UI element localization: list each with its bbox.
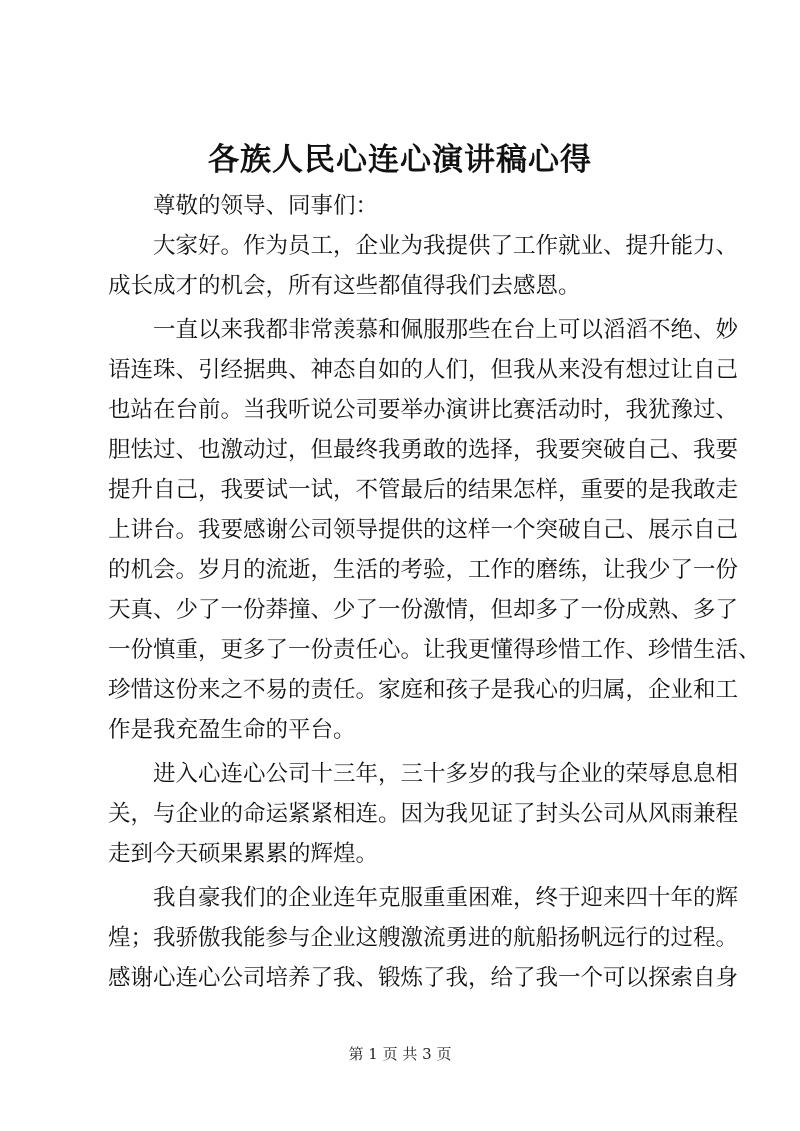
- paragraph-line: 天真、少了一份莽撞、少了一份激情，但却多了一份成熟、多了: [108, 597, 739, 623]
- document-title: 各族人民心连心演讲稿心得: [208, 142, 592, 178]
- paragraph-line: 感谢心连心公司培养了我、锻炼了我，给了我一个可以探索自身: [108, 965, 739, 991]
- paragraph-line: 胆怯过、也激动过，但最终我勇敢的选择，我要突破自己、我要: [108, 437, 739, 463]
- paragraph-line: 成长成才的机会，所有这些都值得我们去感恩。: [108, 273, 581, 299]
- paragraph-line: 煌；我骄傲我能参与企业这艘激流勇进的航船扬帆远行的过程。: [108, 925, 739, 951]
- paragraph-line: 提升自己，我要试一试，不管最后的结果怎样，重要的是我敢走: [108, 477, 739, 503]
- paragraph-line: 一份慎重，更多了一份责任心。让我更懂得珍惜工作、珍惜生活、: [108, 637, 761, 663]
- paragraph-line: 珍惜这份来之不易的责任。家庭和孩子是我心的归属，企业和工: [108, 677, 739, 703]
- paragraph-line: 关，与企业的命运紧紧相连。因为我见证了封头公司从风雨兼程: [108, 801, 739, 827]
- paragraph-line: 语连珠、引经据典、神态自如的人们，但我从来没有想过让自己: [108, 357, 739, 383]
- salutation-line: 尊敬的领导、同事们：: [153, 193, 379, 219]
- paragraph-line: 一直以来我都非常羡慕和佩服那些在台上可以滔滔不绝、妙: [153, 317, 739, 343]
- paragraph-line: 大家好。作为员工，企业为我提供了工作就业、提升能力、: [153, 233, 739, 259]
- paragraph-line: 作是我充盈生命的平台。: [108, 717, 356, 743]
- paragraph-line: 进入心连心公司十三年，三十多岁的我与企业的荣辱息息相: [153, 761, 739, 787]
- paragraph-line: 我自豪我们的企业连年克服重重困难，终于迎来四十年的辉: [153, 885, 739, 911]
- paragraph-line: 走到今天硕果累累的辉煌。: [108, 841, 379, 867]
- paragraph-line: 的机会。岁月的流逝，生活的考验，工作的磨练，让我少了一份: [108, 557, 739, 583]
- paragraph-line: 也站在台前。当我听说公司要举办演讲比赛活动时，我犹豫过、: [108, 397, 739, 423]
- page-number-footer: 第 1 页 共 3 页: [348, 1045, 452, 1063]
- paragraph-line: 上讲台。我要感谢公司领导提供的这样一个突破自己、展示自己: [108, 517, 739, 543]
